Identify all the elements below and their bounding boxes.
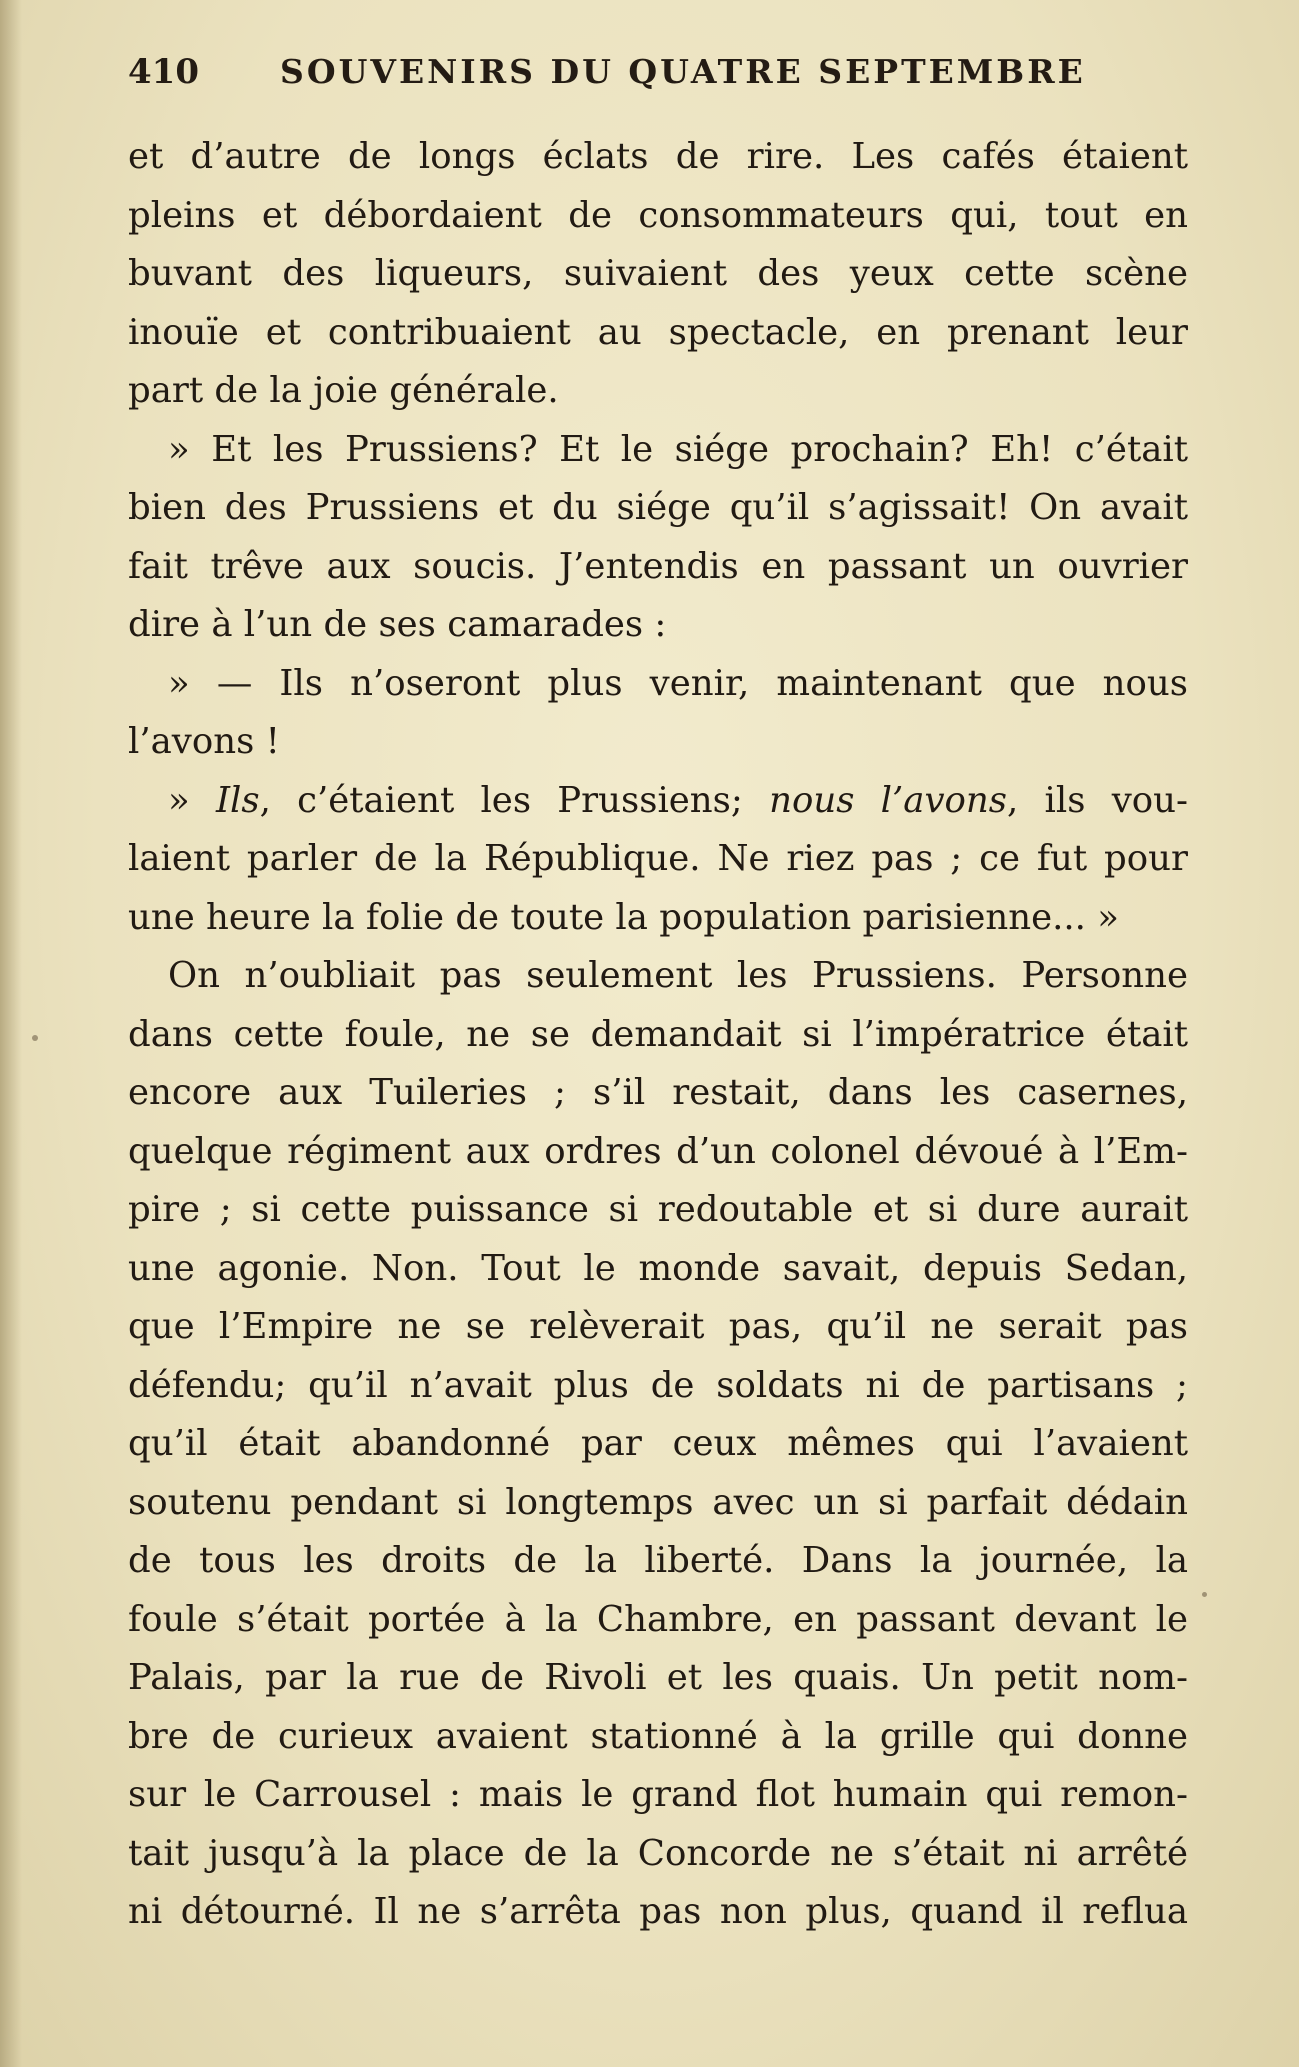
body-text	[128, 128, 1188, 1942]
text-line: que l’Empire ne se relèverait pas, qu’il ne serait pas	[128, 1306, 1188, 1347]
ink-speck	[1202, 1592, 1207, 1597]
text-line: bien des Prussiens et du siége qu’il s’agissait! On avait	[128, 487, 1188, 528]
text-line: pleins et débordaient de consommateurs qui, tout en	[128, 194, 1188, 236]
italic-phrase: nous l’avons	[769, 779, 1007, 821]
text-line: qu’il était abandonné par ceux mêmes qui l’avaient	[128, 1423, 1188, 1464]
text-line: dans cette foule, ne se demandait si l’impératrice était	[128, 1013, 1188, 1055]
text-line: ni détourné. Il ne s’arrêta pas non plus, quand il reflua	[128, 1891, 1188, 1932]
text-line: défendu; qu’il n’avait plus de soldats ni de partisans ;	[128, 1364, 1188, 1406]
text-line: Palais, par la rue de Rivoli et les quais. Un petit nom-	[128, 1657, 1188, 1698]
text-line: une heure la folie de toute la population parisienne... »	[128, 896, 1119, 938]
ink-speck	[32, 1035, 38, 1041]
text-line: une agonie. Non. Tout le monde savait, depuis Sedan,	[128, 1247, 1188, 1289]
running-head: SOUVENIRS DU QUATRE SEPTEMBRE	[280, 52, 1086, 91]
text-line: pire ; si cette puissance si redoutable et si dure aurait	[128, 1189, 1188, 1230]
text-line: bre de curieux avaient stationné à la grille qui donne	[128, 1715, 1188, 1757]
italic-phrase: Ils	[215, 779, 260, 821]
text-line	[128, 772, 1188, 831]
quote-mark: »	[168, 779, 216, 821]
page-number: 410	[128, 52, 199, 92]
text-line: sur le Carrousel : mais le grand flot humain qui remon-	[128, 1774, 1188, 1815]
text-fragment: , c’étaient les Prussiens;	[259, 779, 770, 821]
text-fragment: , ils vou-	[1006, 779, 1188, 821]
text-line: l’avons !	[128, 721, 280, 762]
text-line: part de la joie générale.	[128, 370, 559, 411]
text-line: laient parler de la République. Ne riez pas ; ce fut pour	[128, 838, 1188, 879]
text-line: fait trêve aux soucis. J’entendis en passant un ouvrier	[128, 545, 1188, 587]
text-line: encore aux Tuileries ; s’il restait, dans les casernes,	[128, 1072, 1188, 1113]
page-header	[128, 48, 1188, 98]
text-line: de tous les droits de la liberté. Dans la journée, la	[128, 1540, 1188, 1581]
text-line: On n’oubliait pas seulement les Prussiens. Personne	[168, 955, 1188, 996]
text-line: dire à l’un de ses camarades :	[128, 604, 667, 645]
text-line: soutenu pendant si longtemps avec un si parfait dédain	[128, 1481, 1188, 1523]
text-line: et d’autre de longs éclats de rire. Les cafés étaient	[128, 136, 1188, 177]
text-line: inouïe et contribuaient au spectacle, en prenant leur	[128, 311, 1188, 353]
text-line: foule s’était portée à la Chambre, en passant devant le	[128, 1598, 1188, 1640]
text-line: tait jusqu’à la place de la Concorde ne s’était ni arrêté	[128, 1832, 1188, 1874]
text-line: buvant des liqueurs, suivaient des yeux cette scène	[128, 253, 1188, 294]
text-line: quelque régiment aux ordres d’un colonel dévoué à l’Em-	[128, 1130, 1188, 1172]
text-line: » Et les Prussiens? Et le siége prochain? Eh! c’était	[168, 428, 1188, 470]
text-line: » — Ils n’oseront plus venir, maintenant que nous	[168, 662, 1188, 704]
